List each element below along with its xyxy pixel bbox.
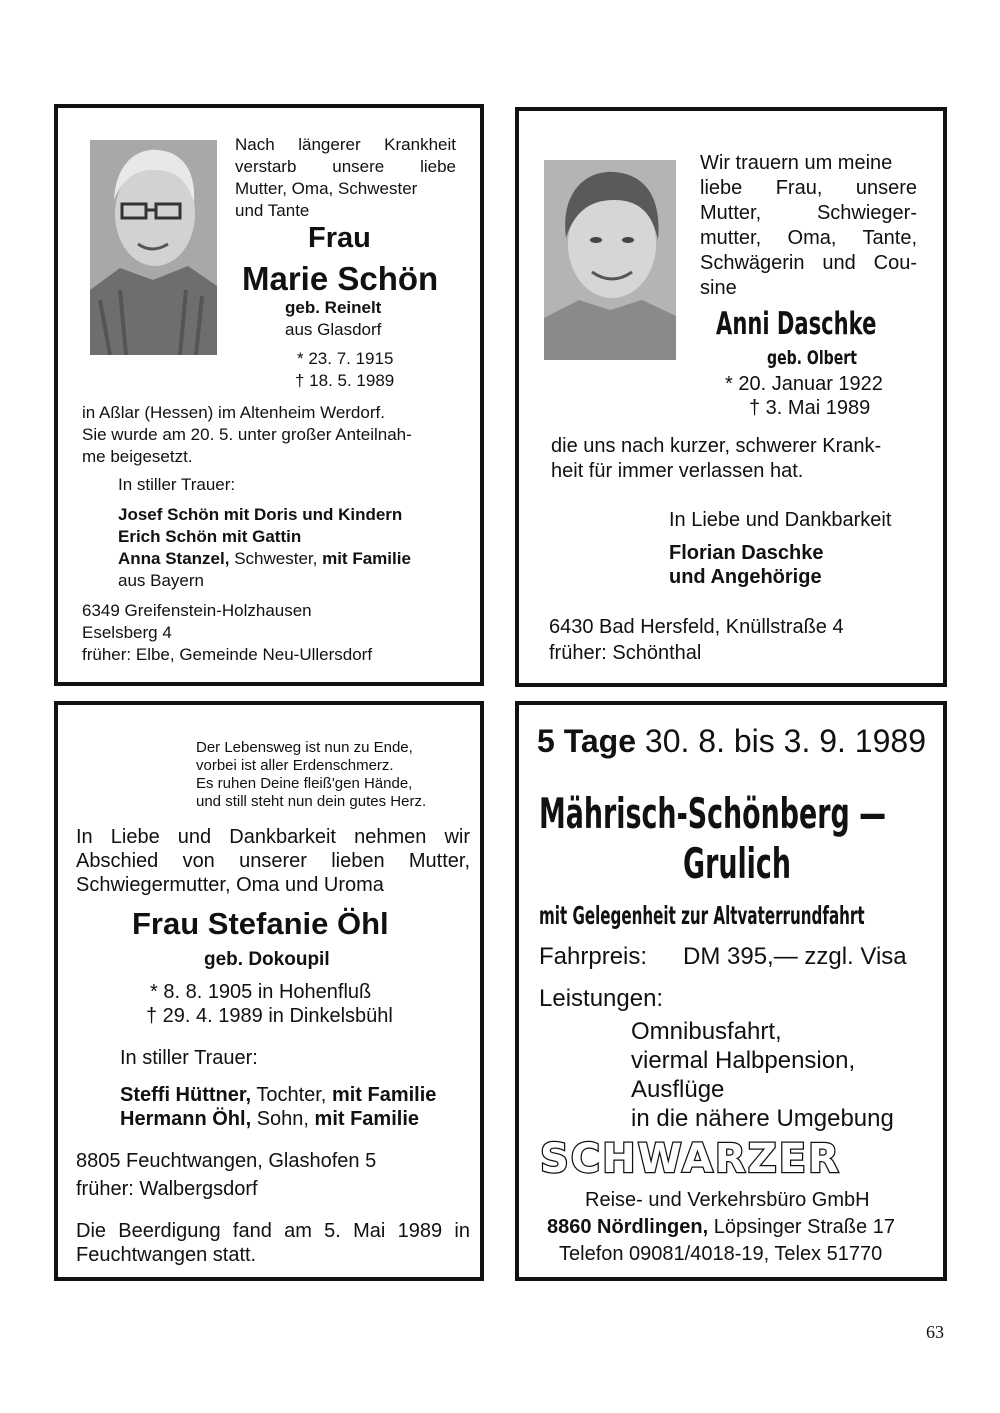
thanks-line: In Liebe und Dankbarkeit [669,509,892,531]
origin: aus Glasdorf [285,320,382,339]
birth-date: * 23. 7. 1915 [297,349,394,368]
signer-line: Florian Daschke [669,542,824,564]
address-line: 8805 Feuchtwangen, Glashofen 5 [76,1150,377,1172]
mourning-label: In stiller Trauer: [120,1047,258,1069]
birth-date: * 20. Januar 1922 [725,373,883,395]
text-line: heit für immer verlassen hat. [551,460,804,482]
trip-length: 5 Tage [537,723,636,759]
intro-line: In Liebe und Dankbarkeit nehmen wir [76,826,470,848]
subheadline: mit Gelegenheit zur Altvaterrundfahrt [539,901,865,930]
obituary-marie-schoen [54,104,484,686]
title-frau: Frau [308,222,371,254]
address-line: früher: Walbergsdorf [76,1178,258,1200]
verse-line: vorbei ist aller Erdenschmerz. [196,757,394,774]
obituary-stefanie-oehl [54,701,484,1281]
company-name: SCHWARZER [540,1136,841,1182]
funeral-line: Die Beerdigung fand am 5. Mai 1989 in [76,1220,470,1242]
family-suffix: mit Familie [322,549,411,568]
price-label: Fahrpreis: [539,943,648,970]
death-date: † 29. 4. 1989 in Dinkelsbühl [146,1005,393,1027]
intro-line: und Tante [235,201,310,220]
verse-line: Es ruhen Deine fleiß'gen Hände, [196,775,413,792]
headline-destination: Mährisch-Schönberg — [539,789,886,838]
maiden-name: geb. Dokoupil [204,949,330,970]
deceased-name: Anni Daschke [716,306,877,342]
death-date: † 3. Mai 1989 [749,397,871,419]
services-label: Leistungen: [539,985,664,1012]
family-line [120,1083,436,1107]
deceased-name: Marie Schön [242,260,439,297]
family-name: Steffi Hüttner, [120,1084,252,1106]
service-item: Ausflüge [631,1076,725,1103]
portrait-photo [90,140,217,355]
intro-line: mutter, Oma, Tante, [700,227,917,249]
birth-date: * 8. 8. 1905 in Hohenfluß [150,981,372,1003]
detail-line: me beigesetzt. [82,447,193,466]
family-name: Anna Stanzel, [118,549,230,568]
address-line: 6430 Bad Hersfeld, Knüllstraße 4 [549,616,844,638]
death-date: † 18. 5. 1989 [295,371,395,390]
service-item: in die nähere Umgebung [631,1105,894,1132]
mourning-label: In stiller Trauer: [118,475,236,494]
intro-line: Mutter, Oma, Schwester [235,179,418,198]
address-line: früher: Elbe, Gemeinde Neu-Ullersdorf [82,645,373,664]
trip-dates [537,723,926,760]
family-line: aus Bayern [118,571,204,590]
maiden-name: geb. Olbert [767,347,857,369]
intro-line: Schwägerin und Cou- [700,252,917,274]
family-line [120,1107,436,1131]
detail-line: Sie wurde am 20. 5. unter großer Anteilnah- [82,425,412,444]
company-subtitle: Reise- und Verkehrsbüro GmbH [585,1189,870,1211]
family-suffix: mit Familie [331,1084,437,1106]
travel-advertisement [515,701,947,1281]
family-relation: Sohn, [256,1108,309,1130]
deceased-name: Frau Stefanie Öhl [132,906,389,941]
text-line: die uns nach kurzer, schwerer Krank- [551,435,882,457]
service-item: viermal Halbpension, [631,1047,856,1074]
intro-line: Abschied von unserer lieben Mutter, [76,850,470,872]
service-item: Omnibusfahrt, [631,1018,782,1045]
detail-line: in Aßlar (Hessen) im Altenheim Werdorf. [82,403,385,422]
intro-line: sine [700,277,737,299]
portrait-photo [544,160,676,360]
intro-line: Schwiegermutter, Oma und Uroma [76,874,384,896]
company-phone: Telefon 09081/4018-19, Telex 51770 [559,1243,883,1265]
address-line: Eselsberg 4 [82,623,172,642]
family-line: Josef Schön mit Doris und Kindern [118,505,403,524]
price-row [539,943,647,971]
intro-line: Nach längerer Krankheit [235,135,456,154]
family-name: Hermann Öhl, [120,1108,252,1130]
funeral-line: Feuchtwangen statt. [76,1244,257,1266]
intro-line: liebe Frau, unsere [700,177,917,199]
intro-line: verstarb unsere liebe [235,157,456,176]
company-city: 8860 Nördlingen, [547,1216,709,1238]
headline-grulich: Grulich [683,839,791,888]
obituary-anni-daschke [515,107,947,687]
company-street: Löpsinger Straße 17 [713,1216,895,1238]
family-relation: Tochter, [256,1084,327,1106]
address-line: früher: Schönthal [549,642,702,664]
maiden-name: geb. Reinelt [285,298,382,317]
intro-line: Wir trauern um meine [700,152,893,174]
address-line: 6349 Greifenstein-Holzhausen [82,601,312,620]
signer-line: und Angehörige [669,566,822,588]
family-line: Erich Schön mit Gattin [118,527,302,546]
verse-line: Der Lebensweg ist nun zu Ende, [196,739,413,756]
verse-line: und still steht nun dein gutes Herz. [196,793,427,810]
intro-line: Mutter, Schwieger- [700,202,917,224]
trip-date-range: 30. 8. bis 3. 9. 1989 [644,723,926,759]
price-value: DM 395,— zzgl. Visa [683,943,907,970]
page-number: 63 [926,1322,944,1342]
company-address [547,1216,895,1239]
family-suffix: mit Familie [314,1108,420,1130]
family-line [118,548,411,570]
family-relation: Schwester, [234,549,318,568]
